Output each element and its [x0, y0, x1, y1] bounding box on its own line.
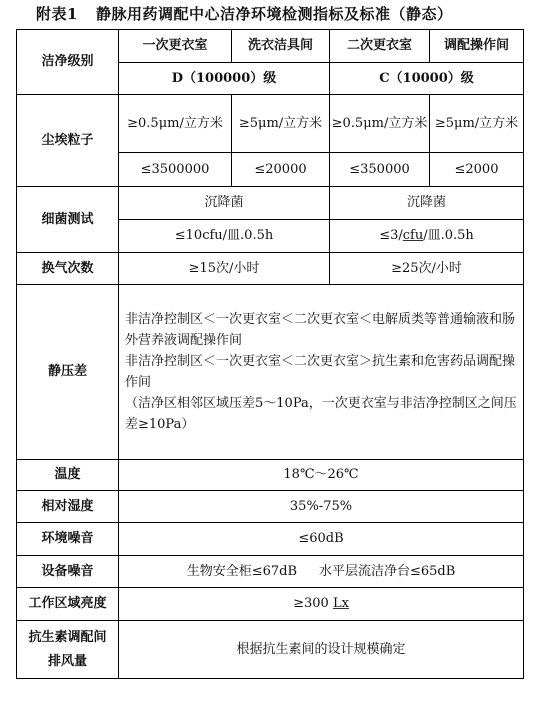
- equip-noise-laminar-bench: 水平层流洁净台≤65dB: [319, 563, 456, 579]
- pressure-line-3: （洁净区相邻区域压差5～10Pa，一次更衣室与非洁净控制区之间压差≥10Pa）: [125, 396, 517, 432]
- exhaust-label-line-2: 排风量: [47, 653, 87, 669]
- bacteria-limit-c-unit: cfu: [402, 228, 424, 243]
- table-title: 静脉用药调配中心洁净环境检测指标及标准（静态）: [95, 5, 453, 23]
- grade-d: D（100000）级: [119, 63, 330, 95]
- row-label-air-change: 换气次数: [17, 253, 119, 285]
- air-change-c: ≥25次/小时: [330, 253, 524, 285]
- exhaust-label-line-1: 抗生素调配间: [28, 629, 107, 645]
- dust-size-c: ≥0.5μm/立方米: [330, 95, 430, 153]
- temperature-value: 18℃～26℃: [119, 460, 524, 491]
- bacteria-limit-d: ≤10cfu/皿.0.5h: [119, 220, 330, 253]
- dust-size-b: ≥5μm/立方米: [232, 95, 330, 153]
- table-row: [17, 460, 524, 491]
- table-row: [17, 621, 524, 679]
- table-row: [17, 253, 524, 285]
- humidity-value: 35%-75%: [119, 491, 524, 523]
- pressure-line-1: 非洁净控制区＜一次更衣室＜二次更衣室＜电解质类等普通输液和肠外营养液调配操作间: [125, 312, 516, 348]
- row-label-brightness: 工作区域亮度: [17, 588, 119, 621]
- row-label-clean-level: 洁净级别: [17, 30, 119, 95]
- room-first-changing: 一次更衣室: [119, 30, 232, 63]
- brightness-unit: Lx: [332, 596, 349, 611]
- exhaust-value: 根据抗生素间的设计规模确定: [119, 621, 524, 679]
- table-row: [17, 285, 524, 460]
- table-number: 附表1: [36, 5, 78, 23]
- equip-noise-safety-cabinet: 生物安全柜≤67dB: [186, 563, 297, 579]
- pressure-description: [119, 285, 524, 460]
- table-row: [17, 523, 524, 556]
- room-compounding: 调配操作间: [430, 30, 524, 63]
- dust-size-a: ≥0.5μm/立方米: [119, 95, 232, 153]
- equip-noise-value: [119, 556, 524, 588]
- row-label-exhaust: [17, 621, 119, 679]
- dust-limit-c: ≤350000: [330, 153, 430, 187]
- pressure-line-2: 非洁净控制区＜一次更衣室＜二次更衣室＞抗生素和危害药品调配操作间: [125, 354, 516, 390]
- table-row: [17, 491, 524, 523]
- row-label-temperature: 温度: [17, 460, 119, 491]
- row-label-env-noise: 环境噪音: [17, 523, 119, 556]
- bacteria-limit-c: [330, 220, 524, 253]
- bacteria-limit-c-prefix: ≤3/: [379, 228, 403, 243]
- page-title: [34, 3, 452, 24]
- brightness-value: [119, 588, 524, 621]
- standards-table: [16, 29, 524, 679]
- row-label-dust: 尘埃粒子: [17, 95, 119, 187]
- room-second-changing: 二次更衣室: [330, 30, 430, 63]
- row-label-bacteria: 细菌测试: [17, 187, 119, 253]
- bacteria-limit-c-suffix: /皿.0.5h: [423, 228, 474, 243]
- env-noise-value: ≤60dB: [119, 523, 524, 556]
- table-row: [17, 556, 524, 588]
- row-label-pressure: 静压差: [17, 285, 119, 460]
- air-change-d: ≥15次/小时: [119, 253, 330, 285]
- dust-limit-b: ≤20000: [232, 153, 330, 187]
- table-row: [17, 30, 524, 63]
- row-label-humidity: 相对湿度: [17, 491, 119, 523]
- brightness-number: ≥300: [293, 596, 333, 611]
- table-row: [17, 95, 524, 153]
- dust-size-d: ≥5μm/立方米: [430, 95, 524, 153]
- bacteria-method-c: 沉降菌: [330, 187, 524, 220]
- dust-limit-a: ≤3500000: [119, 153, 232, 187]
- dust-limit-d: ≤2000: [430, 153, 524, 187]
- bacteria-method-d: 沉降菌: [119, 187, 330, 220]
- grade-c: C（10000）级: [330, 63, 524, 95]
- table-row: [17, 187, 524, 220]
- table-row: [17, 588, 524, 621]
- room-laundry: 洗衣洁具间: [232, 30, 330, 63]
- row-label-equip-noise: 设备噪音: [17, 556, 119, 588]
